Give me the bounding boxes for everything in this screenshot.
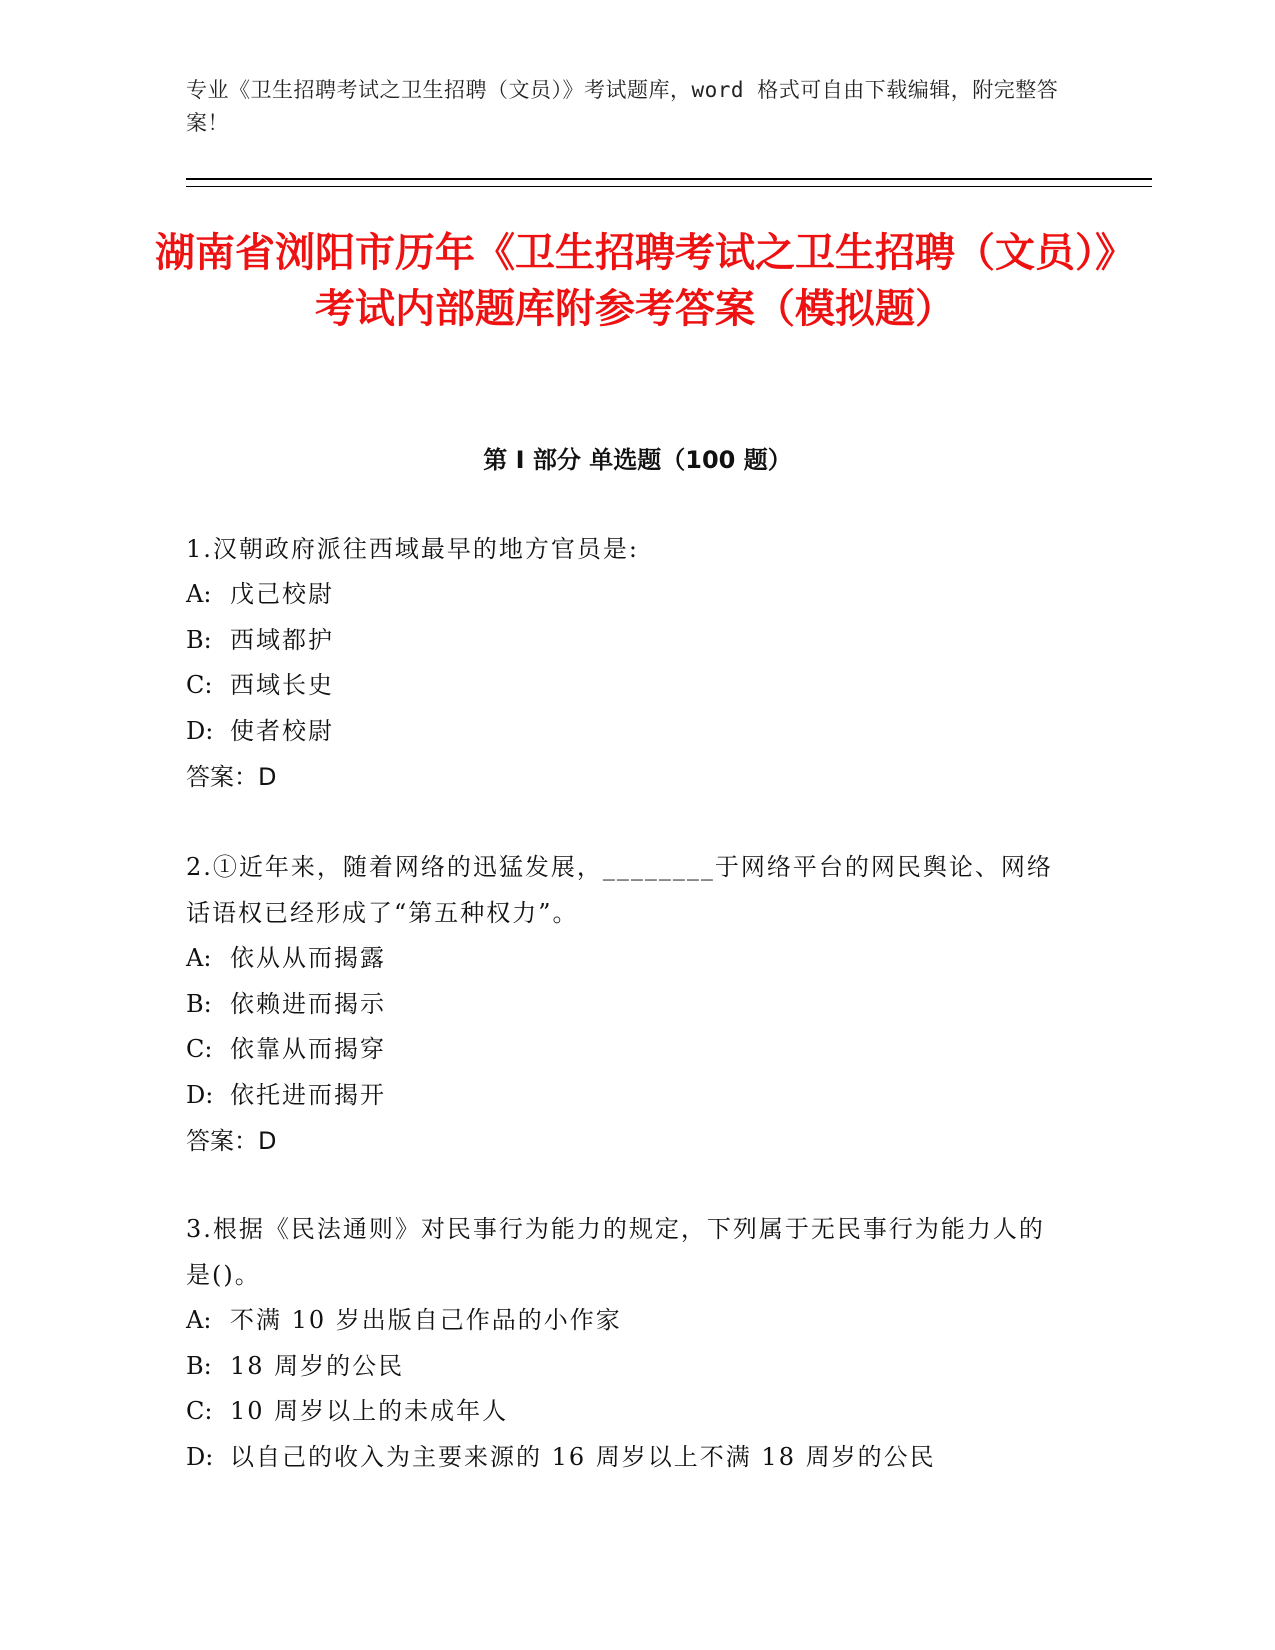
- header-note: 专业《卫生招聘考试之卫生招聘（文员）》考试题库，word 格式可自由下载编辑，附完整答案！: [186, 78, 1059, 135]
- option-key: D:: [186, 1080, 214, 1109]
- option-c: [186, 663, 1066, 709]
- option-key: B:: [186, 989, 212, 1018]
- answer-line: 答案：D: [186, 763, 277, 791]
- option-b: [186, 1344, 1066, 1390]
- option-text: 以自己的收入为主要来源的 16 周岁以上不满 18 周岁的公民: [230, 1442, 936, 1471]
- option-a: [186, 936, 1066, 982]
- option-text: 不满 10 岁出版自己作品的小作家: [230, 1306, 622, 1334]
- option-key: D:: [186, 1442, 214, 1471]
- option-key: B:: [186, 625, 212, 654]
- option-text: 使者校尉: [230, 716, 334, 745]
- option-text: 西域都护: [230, 625, 334, 654]
- section-title: 第 I 部分 单选题（100 题）: [483, 446, 792, 474]
- option-b: [186, 982, 1066, 1028]
- option-text: 西域长史: [230, 671, 334, 699]
- option-key: A:: [186, 944, 212, 972]
- option-b: [186, 618, 1066, 664]
- document-title: 湖南省浏阳市历年《卫生招聘考试之卫生招聘（文员）》考试内部题库附参考答案（模拟题）: [155, 230, 1115, 332]
- option-d: [186, 1073, 1066, 1119]
- option-c: [186, 1389, 1066, 1435]
- option-text: 依从从而揭露: [230, 944, 386, 972]
- option-key: D:: [186, 716, 214, 745]
- header-rule-thick: [186, 178, 1152, 180]
- option-key: C:: [186, 1397, 213, 1425]
- header-rule-thin: [186, 186, 1152, 187]
- option-a: [186, 1298, 1066, 1344]
- option-d: [186, 709, 1066, 755]
- option-key: B:: [186, 1351, 212, 1380]
- option-key: A:: [186, 580, 212, 608]
- question-1: [186, 526, 1066, 800]
- question-3: [186, 1206, 1066, 1480]
- answer-line: 答案：D: [186, 1127, 277, 1155]
- option-d: [186, 1435, 1066, 1481]
- option-a: [186, 572, 1066, 618]
- option-text: 18 周岁的公民: [230, 1351, 405, 1380]
- option-key: A:: [186, 1306, 212, 1334]
- option-text: 戊己校尉: [230, 580, 334, 608]
- question-2: [186, 844, 1066, 1164]
- question-stem: 1.汉朝政府派往西域最早的地方官员是:: [186, 535, 639, 563]
- option-c: [186, 1027, 1066, 1073]
- option-text: 10 周岁以上的未成年人: [230, 1397, 509, 1425]
- option-key: C:: [186, 1035, 213, 1063]
- option-text: 依托进而揭开: [230, 1080, 386, 1109]
- option-text: 依赖进而揭示: [230, 989, 386, 1018]
- question-stem: 2.①近年来，随着网络的迅猛发展，________于网络平台的网民舆论、网络话语权已经形成了“第五种权力”。: [186, 853, 1053, 927]
- option-key: C:: [186, 671, 213, 699]
- option-text: 依靠从而揭穿: [230, 1035, 386, 1063]
- question-stem: 3.根据《民法通则》对民事行为能力的规定，下列属于无民事行为能力人的是()。: [186, 1215, 1045, 1289]
